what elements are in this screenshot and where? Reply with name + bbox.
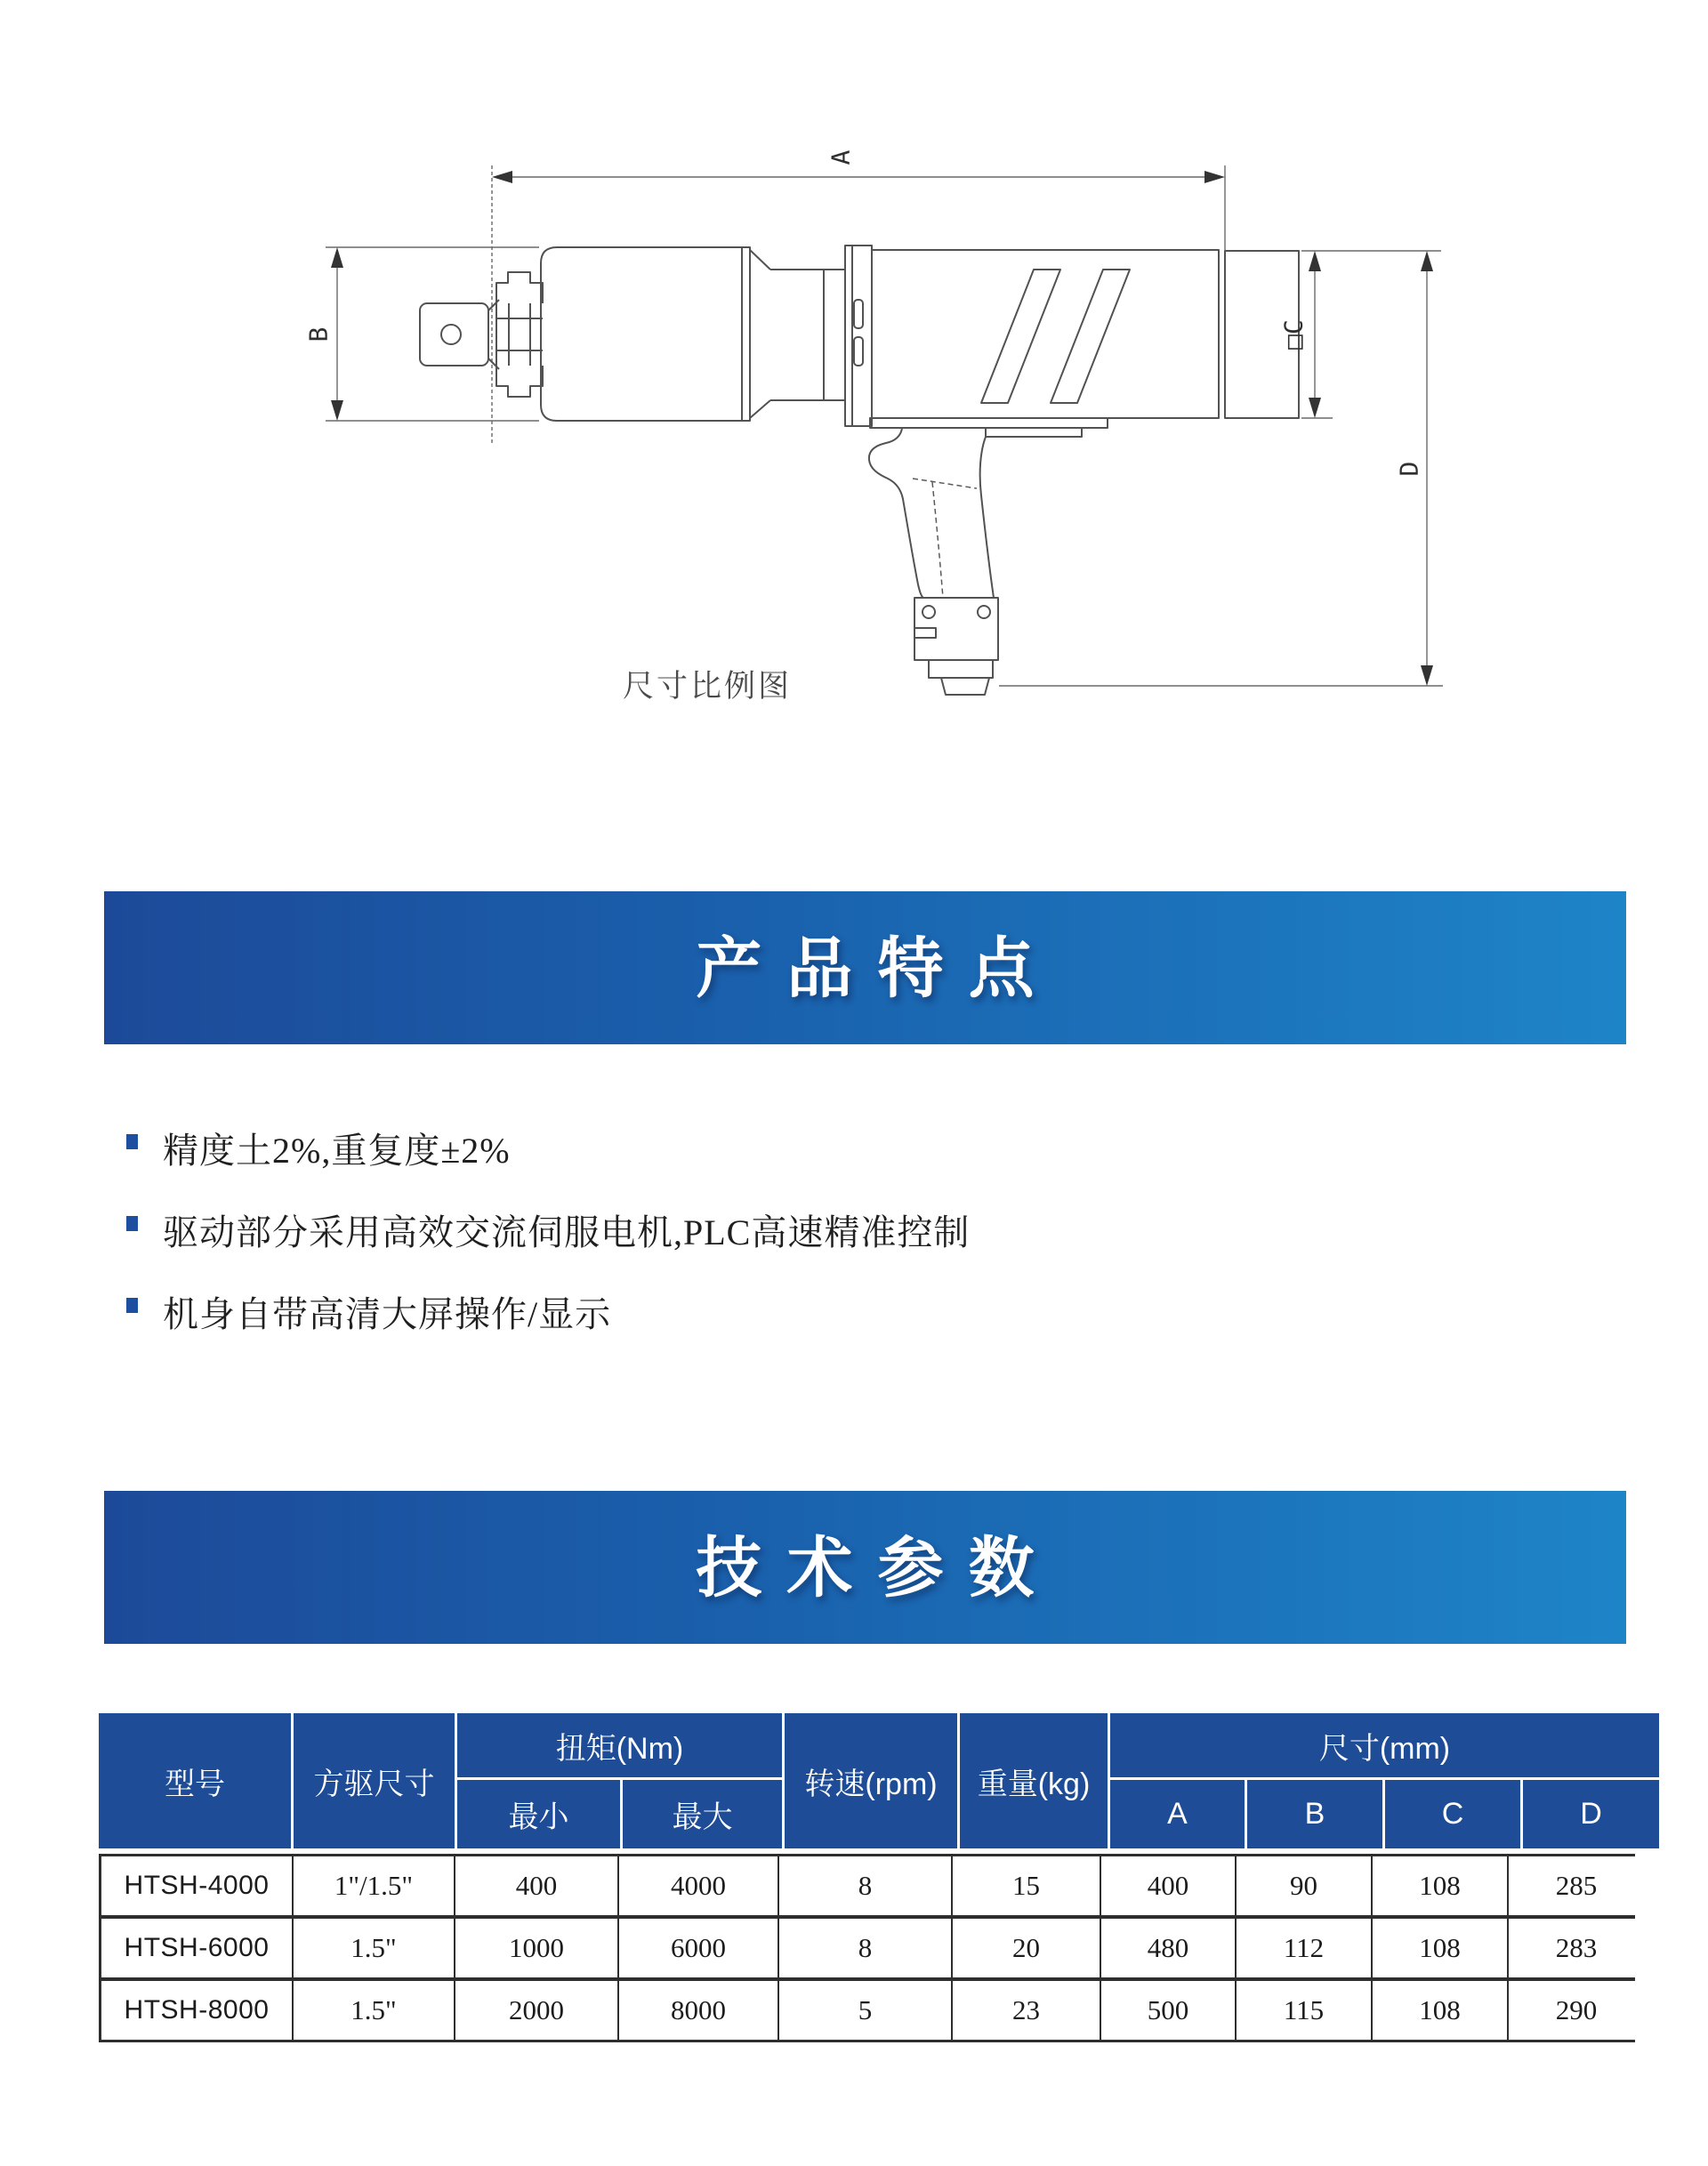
spec-table-body bbox=[99, 1854, 1635, 2042]
feature-text: 精度土2%,重复度±2% bbox=[163, 1131, 511, 1171]
header-speed: 转速(rpm) bbox=[785, 1713, 957, 1848]
spec-cell: 1.5" bbox=[294, 1919, 454, 1977]
bullet-square-icon bbox=[126, 1134, 138, 1149]
drawing-caption: 尺寸比例图 bbox=[623, 669, 793, 704]
spec-cell: 1.5" bbox=[294, 1981, 454, 2040]
spec-table-header bbox=[99, 1713, 1635, 1848]
feature-text: 驱动部分采用高效交流伺服电机,PLC高速精准控制 bbox=[163, 1212, 971, 1252]
spec-cell: 6000 bbox=[619, 1919, 777, 1977]
header-torque-max: 最大 bbox=[623, 1780, 782, 1848]
spec-cell: 20 bbox=[953, 1919, 1100, 1977]
spec-cell: 4000 bbox=[619, 1856, 777, 1915]
spec-cell: 290 bbox=[1509, 1981, 1644, 2040]
spec-cell: 15 bbox=[953, 1856, 1100, 1915]
spec-cell: 500 bbox=[1101, 1981, 1235, 2040]
spec-cell: 283 bbox=[1509, 1919, 1644, 1977]
spec-cell: 108 bbox=[1373, 1981, 1507, 2040]
features-list bbox=[126, 1123, 1461, 1368]
bullet-square-icon bbox=[126, 1298, 138, 1313]
header-dim-a: A bbox=[1110, 1780, 1245, 1848]
dim-label-a: A bbox=[826, 149, 856, 165]
spec-cell: 112 bbox=[1237, 1919, 1371, 1977]
spec-cell: 8 bbox=[779, 1919, 951, 1977]
spec-cell: 1000 bbox=[455, 1919, 617, 1977]
spec-cell: 115 bbox=[1237, 1981, 1371, 2040]
spec-cell: 8 bbox=[779, 1856, 951, 1915]
spec-cell: 108 bbox=[1373, 1856, 1507, 1915]
spec-cell-model: HTSH-4000 bbox=[101, 1856, 292, 1915]
specs-title: 技术参数 bbox=[696, 1533, 1059, 1606]
dim-label-d: D bbox=[1394, 461, 1424, 477]
feature-item bbox=[126, 1204, 1461, 1252]
header-torque-min: 最小 bbox=[457, 1780, 620, 1848]
header-drive-size: 方驱尺寸 bbox=[294, 1713, 455, 1848]
spec-cell: 23 bbox=[953, 1981, 1100, 2040]
features-title: 产品特点 bbox=[696, 933, 1059, 1006]
dim-label-b: B bbox=[303, 326, 334, 342]
header-torque-group: 扭矩(Nm) bbox=[457, 1713, 782, 1777]
header-dims-group: 尺寸(mm) bbox=[1110, 1713, 1659, 1777]
grip-seam-lines bbox=[913, 479, 977, 598]
spec-cell-model: HTSH-8000 bbox=[101, 1981, 292, 2040]
feature-item bbox=[126, 1286, 1461, 1334]
tool-technical-drawing bbox=[0, 0, 1708, 738]
bullet-square-icon bbox=[126, 1216, 138, 1231]
header-model: 型号 bbox=[99, 1713, 291, 1848]
spec-cell: 400 bbox=[1101, 1856, 1235, 1915]
section-banner-specs bbox=[104, 1491, 1626, 1644]
spec-cell: 285 bbox=[1509, 1856, 1644, 1915]
header-dim-b: B bbox=[1247, 1780, 1382, 1848]
feature-text: 机身自带高清大屏操作/显示 bbox=[163, 1294, 612, 1334]
spec-cell: 8000 bbox=[619, 1981, 777, 2040]
spec-cell: 5 bbox=[779, 1981, 951, 2040]
spec-cell: 400 bbox=[455, 1856, 617, 1915]
section-banner-features bbox=[104, 891, 1626, 1044]
feature-item bbox=[126, 1123, 1461, 1171]
machine-outline bbox=[420, 246, 1299, 695]
spec-cell: 2000 bbox=[455, 1981, 617, 2040]
dim-label-c: □C bbox=[1278, 319, 1309, 350]
header-dim-d: D bbox=[1523, 1780, 1659, 1848]
header-weight: 重量(kg) bbox=[960, 1713, 1108, 1848]
dimension-lines bbox=[326, 165, 1443, 686]
spec-cell: 108 bbox=[1373, 1919, 1507, 1977]
spec-cell: 1"/1.5" bbox=[294, 1856, 454, 1915]
spec-cell: 90 bbox=[1237, 1856, 1371, 1915]
header-dim-c: C bbox=[1385, 1780, 1520, 1848]
spec-cell: 480 bbox=[1101, 1919, 1235, 1977]
spec-cell-model: HTSH-6000 bbox=[101, 1919, 292, 1977]
